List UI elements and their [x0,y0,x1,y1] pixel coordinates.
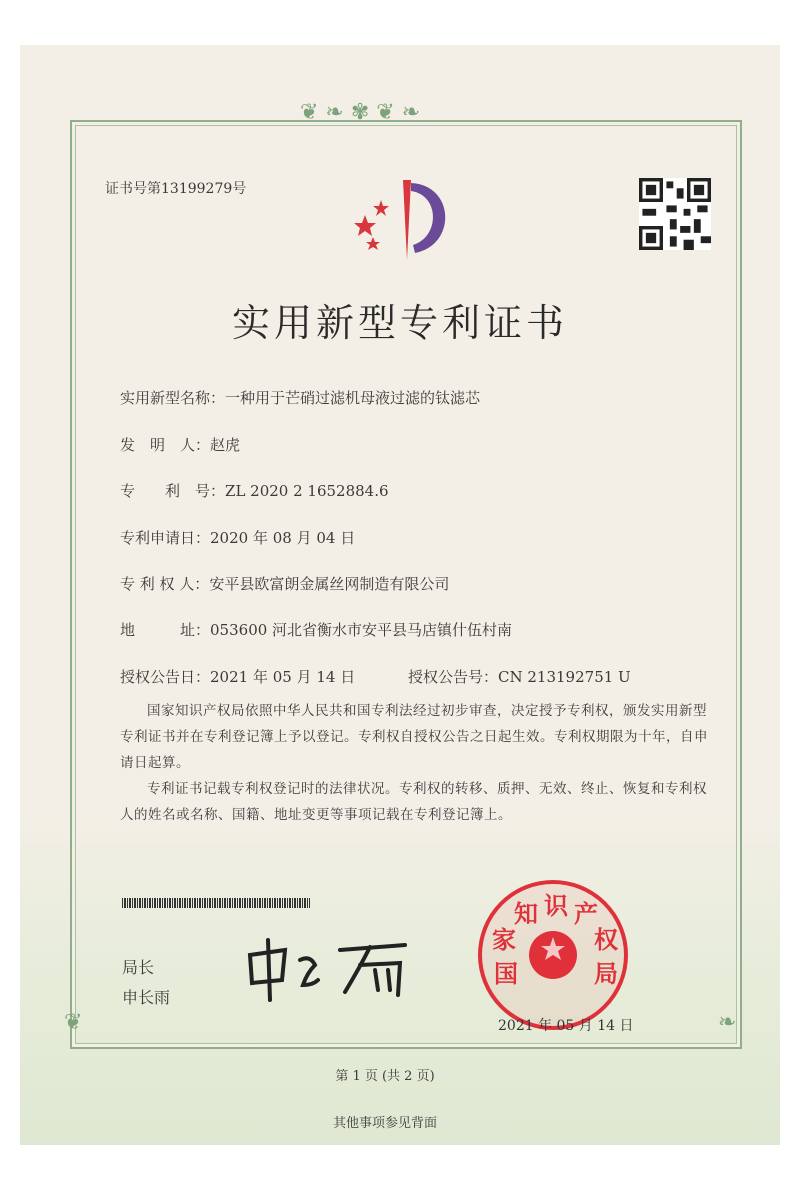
page-info: 第 1 页 (共 2 页) [335,1069,435,1084]
field-patentee: 专 利 权 人：安平县欧富朗金属丝网制造有限公司 [120,575,450,593]
official-seal: 国 家 知 识 产 权 局 [478,880,628,1030]
field-application-date: 专利申请日：2020 年 08 月 04 日 [120,529,356,547]
handwritten-signature [240,935,420,1005]
certificate-number: 证书号第13199279号 [105,181,247,197]
page-title: 实用新型专利证书 [231,301,568,345]
legal-status-paragraph: 专利证书记载专利权登记时的法律状况。专利权的转移、质押、无效、终止、恢复和专利权人的姓名或名称、国籍、地址变更等事项记载在专利登记簿上。 [120,781,707,823]
field-utility-model-name: 实用新型名称：一种用于芒硝过滤机母液过滤的钛滤芯 [120,389,481,407]
grant-paragraph: 国家知识产权局依照中华人民共和国专利法经过初步审查，决定授予专利权，颁发实用新型专利证书并在专利登记簿上予以登记。专利权自授权公告之日起生效。专利权期限为十年，自申请日起算。 [120,703,708,771]
field-address: 地 址：053600 河北省衡水市安平县马店镇什伍村南 [120,621,513,639]
field-patent-number: 专 利 号：ZL 2020 2 1652884.6 [120,482,389,500]
corner-ornament-icon: ❧ [718,1010,737,1035]
barcode [122,898,310,908]
field-inventor: 发 明 人：赵虎 [120,436,241,454]
qr-code [639,178,711,250]
signatory-title: 局长 [122,958,155,977]
cnipa-logo-icon [345,175,465,265]
signatory-name: 申长雨 [122,988,171,1007]
top-ornament-icon: ❦ ❧ ✾ ❦ ❧ [300,100,421,125]
seal-date: 2021 年 05 月 14 日 [498,1018,634,1034]
corner-ornament-icon: ❦ [64,1010,83,1035]
field-grant-date: 授权公告日：2021 年 05 月 14 日 [120,668,356,686]
footer-note: 其他事项参见背面 [332,1116,437,1131]
national-emblem-icon [527,929,579,981]
field-grant-number: 授权公告号：CN 213192751 U [408,668,631,686]
